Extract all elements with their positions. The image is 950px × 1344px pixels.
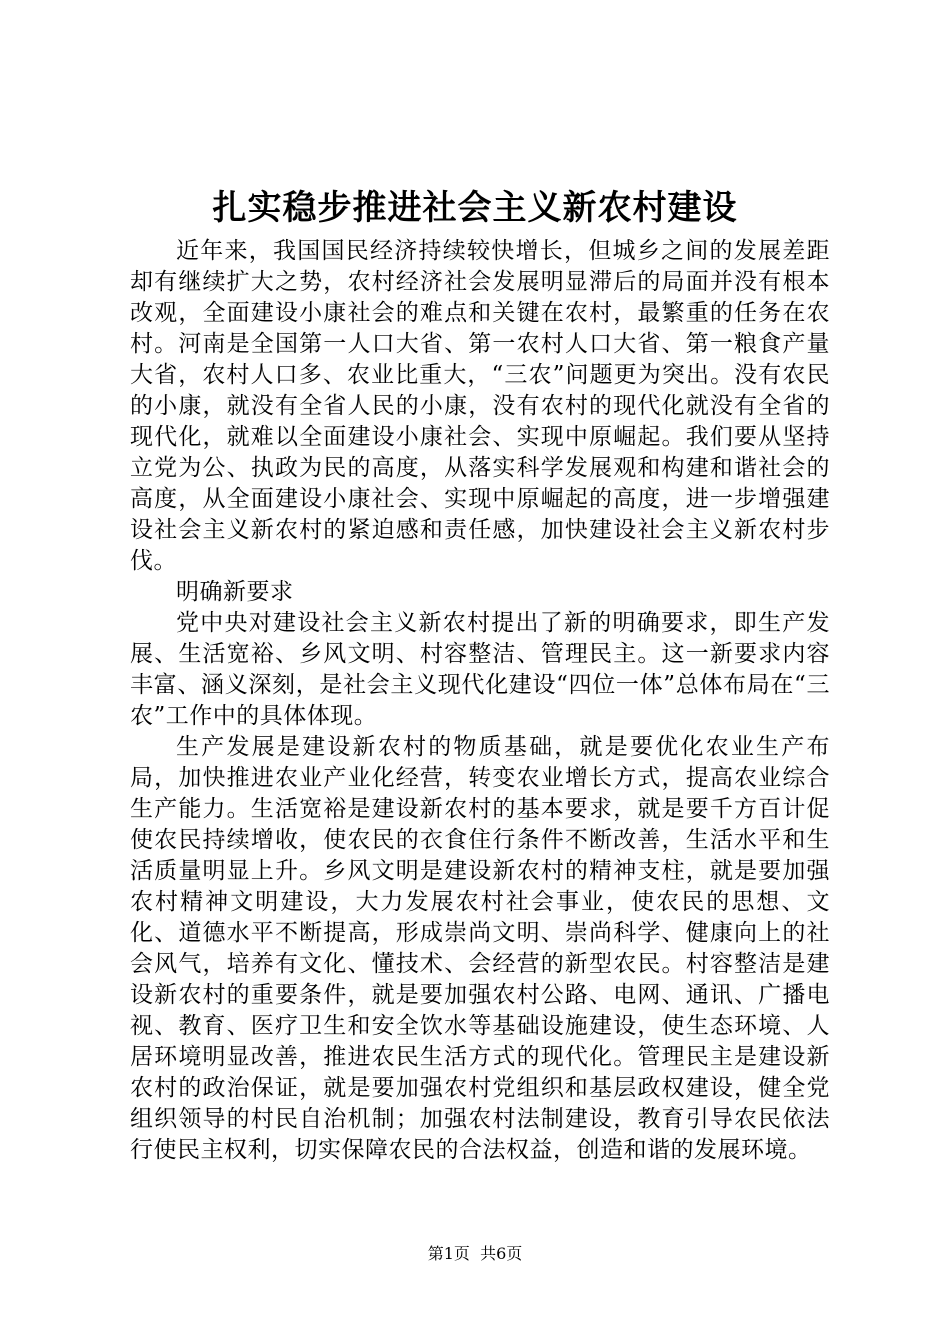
page-number: 第1页: [427, 1244, 470, 1263]
document-title: 扎实稳步推进社会主义新农村建设: [212, 188, 738, 228]
paragraph-requirements: 党中央对建设社会主义新农村提出了新的明确要求，即生产发展、生活宽裕、乡风文明、村容整洁、管理民主。这一新要求内容丰富、涵义深刻，是社会主义现代化建设“四位一体”总体布局在“三农”工作中的具体体现。: [130, 610, 830, 729]
footer-spacer: [470, 1244, 480, 1263]
page-footer: [0, 1244, 950, 1264]
section-heading: 明确新要求: [176, 579, 294, 605]
document-body: [130, 236, 830, 1166]
paragraph-details: 生产发展是建设新农村的物质基础，就是要优化农业生产布局，加快推进农业产业化经营，转变农业增长方式，提高农业综合生产能力。生活宽裕是建设新农村的基本要求，就是要千方百计促使农民持续增收，使农民的衣食住行条件不断改善，生活水平和生活质量明显上升。乡风文明是建设新农村的精神支柱，就是要加强农村精神文明建设，大力发展农村社会事业，使农民的思想、文化、道德水平不断提高，形成崇尚文明、崇尚科学、健康向上的社会风气，培养有文化、懂技术、会经营的新型农民。村容整洁是建设新农村的重要条件，就是要加强农村公路、电网、通讯、广播电视、教育、医疗卫生和安全饮水等基础设施建设，使生态环境、人居环境明显改善，推进农民生活方式的现代化。管理民主是建设新农村的政治保证，就是要加强农村党组织和基层政权建设，健全党组织领导的村民自治机制；加强农村法制建设，教育引导农民依法行使民主权利，切实保障农民的合法权益，创造和谐的发展环境。: [130, 734, 830, 1163]
page-total: 共6页: [480, 1244, 523, 1263]
paragraph-intro: 近年来，我国国民经济持续较快增长，但城乡之间的发展差距却有继续扩大之势，农村经济社会发展明显滞后的局面并没有根本改观，全面建设小康社会的难点和关键在农村，最繁重的任务在农村。河南是全国第一人口大省、第一农村人口大省、第一粮食产量大省，农村人口多、农业比重大，“三农”问题更为突出。没有农民的小康，就没有全省人民的小康，没有农村的现代化就没有全省的现代化，就难以全面建设小康社会、实现中原崛起。我们要从坚持立党为公、执政为民的高度，从落实科学发展观和构建和谐社会的高度，从全面建设小康社会、实现中原崛起的高度，进一步增强建设社会主义新农村的紧迫感和责任感，加快建设社会主义新农村步伐。: [130, 238, 830, 574]
